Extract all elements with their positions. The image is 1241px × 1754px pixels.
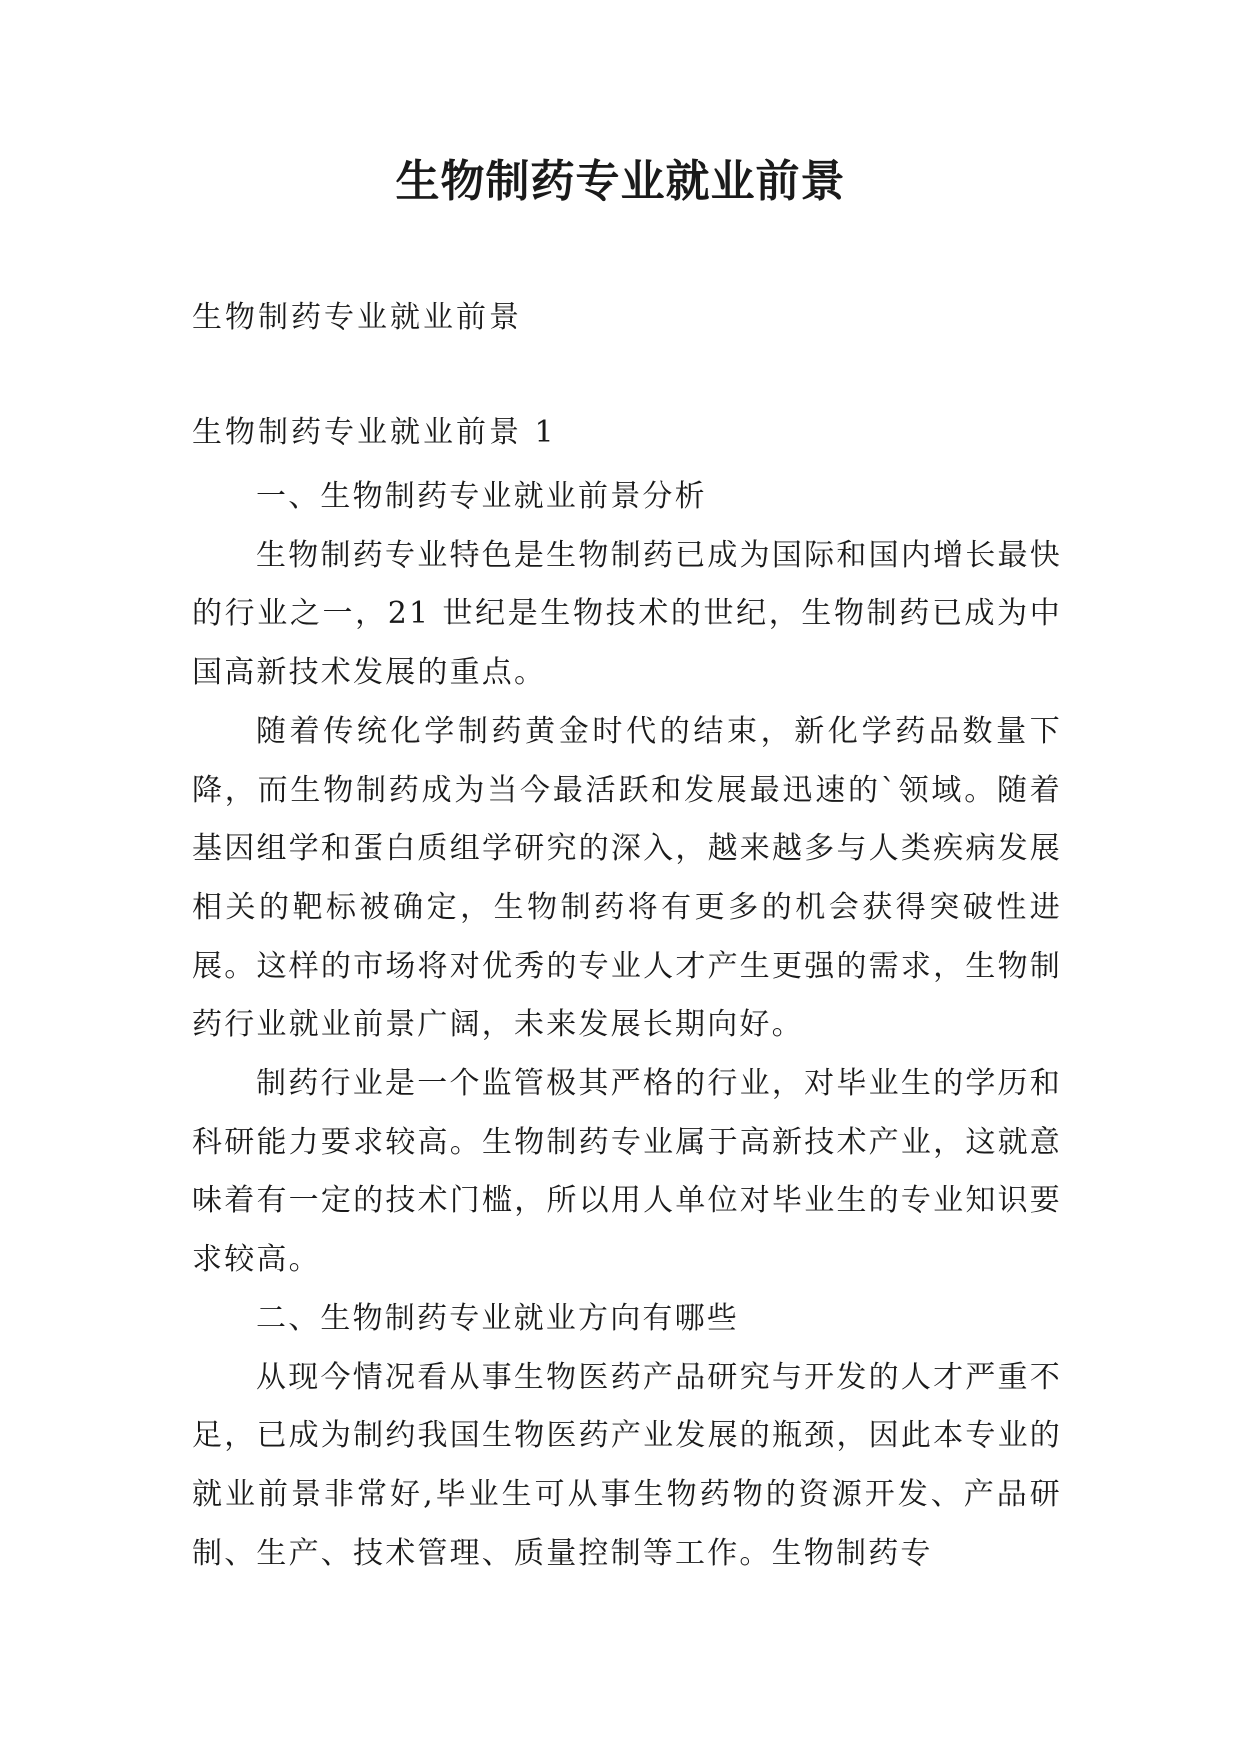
document-subtitle: 生物制药专业就业前景: [192, 300, 522, 335]
paragraph: 随着传统化学制药黄金时代的结束，新化学药品数量下降，而生物制药成为当今最活跃和发展最迅速的`领域。随着基因组学和蛋白质组学研究的深入，越来越多与人类疾病发展相关的靶标被确定，生物制药将有更多的机会获得突破性进展。这样的市场将对优秀的专业人才产生更强的需求，生物制药行业就业前景广阔，未来发展长期向好。: [192, 713, 1062, 1043]
paragraph: 从现今情况看从事生物医药产品研究与开发的人才严重不足，已成为制约我国生物医药产业发展的瓶颈，因此本专业的就业前景非常好,毕业生可从事生物药物的资源开发、产品研制、生产、技术管理、质量控制等工作。生物制药专: [192, 1359, 1062, 1571]
section-title: 生物制药专业就业前景 1: [192, 415, 557, 450]
section-heading-2: 二、生物制药专业就业方向有哪些: [256, 1300, 739, 1336]
body-text: [192, 468, 1062, 1583]
paragraph: 制药行业是一个监管极其严格的行业，对毕业生的学历和科研能力要求较高。生物制药专业属于高新技术产业，这就意味着有一定的技术门槛，所以用人单位对毕业生的专业知识要求较高。: [192, 1066, 1062, 1278]
paragraph: 生物制药专业特色是生物制药已成为国际和国内增长最快的行业之一，21 世纪是生物技术的世纪，生物制药已成为中国高新技术发展的重点。: [192, 537, 1062, 691]
document-title: 生物制药专业就业前景: [395, 156, 846, 207]
section-heading-1: 一、生物制药专业就业前景分析: [256, 479, 707, 514]
